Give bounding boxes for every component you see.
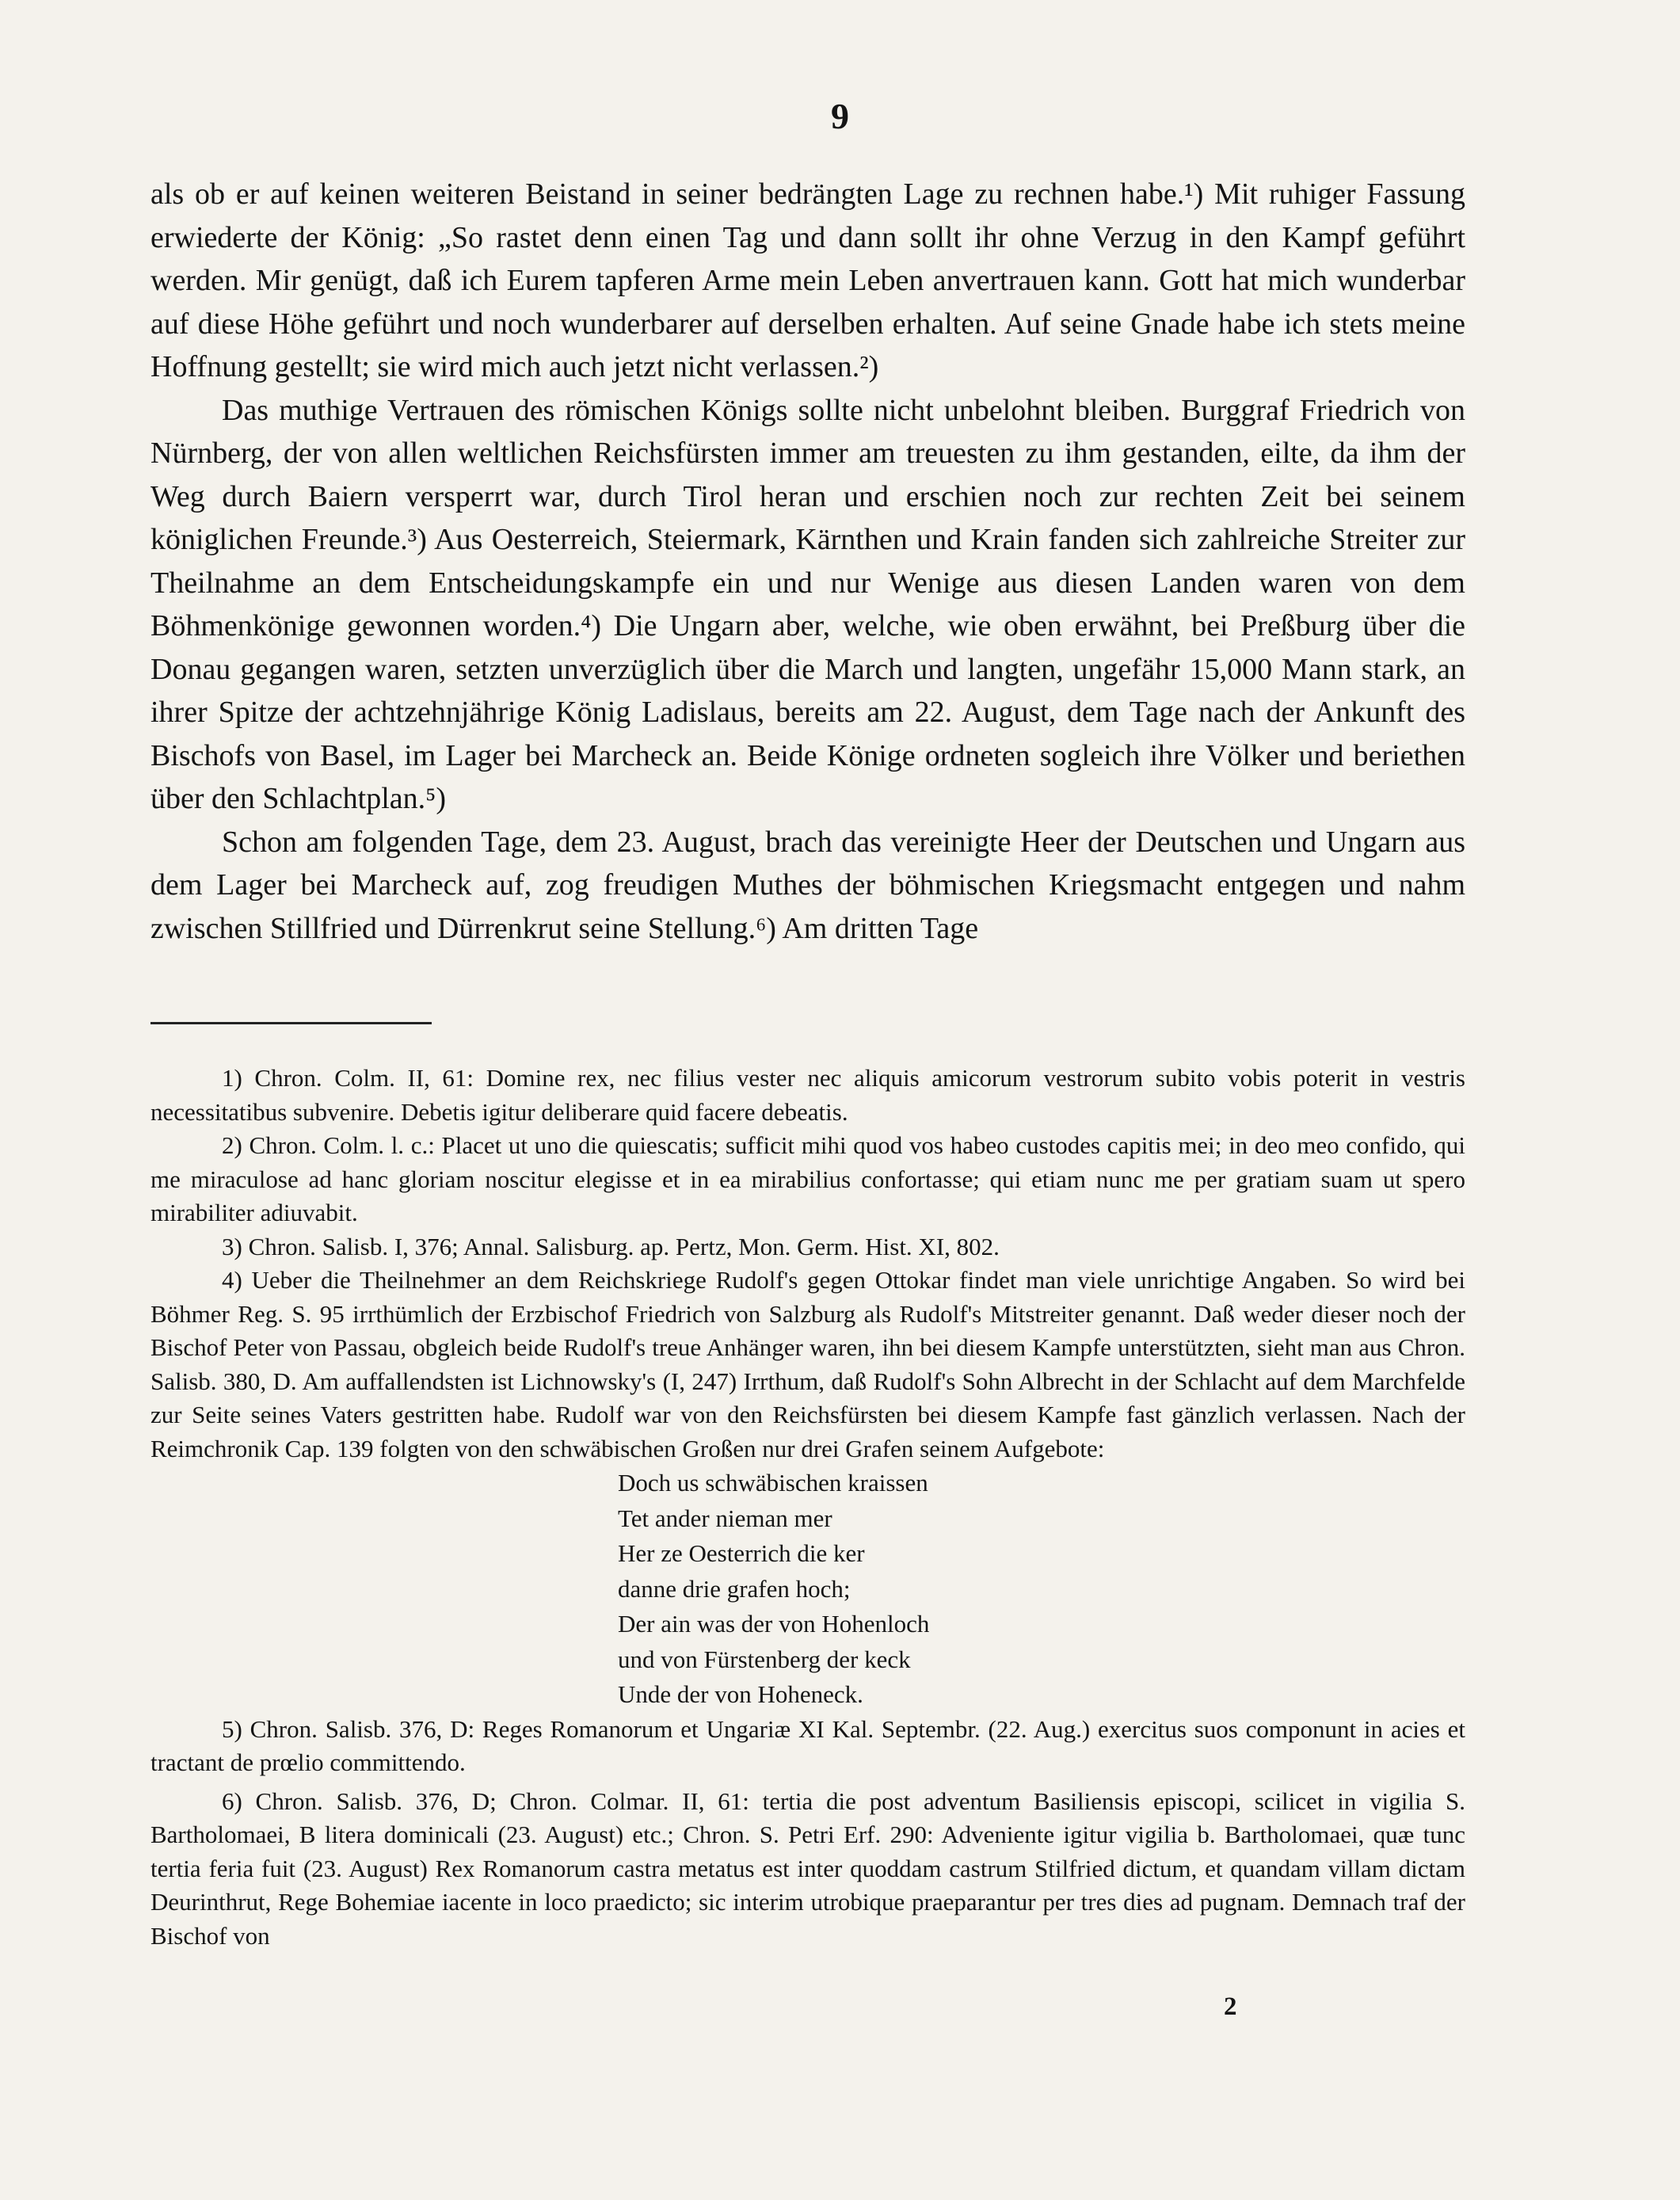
footnote-6: 6) Chron. Salisb. 376, D; Chron. Colmar. II, 61: tertia die post adventum Basiliensis episcopi, scilicet in vigilia S. Bartholomaei, B litera dominicali (23. August) etc.; Chron. S. Petri Erf. 290: Adveniente igitur vigilia b. Bartholomaei, quæ tunc tertia feria fuit (23. August) Rex Romanorum castra metatus est inter quoddam castrum Stilfried dictum, et quandam villam dictam Deurinthrut, Rege Bohemiae iacente in loco praedicto; sic interim utrobique praeparantur per tres dies ad pugnam. Demnach traf der Bischof von bbox=[150, 1786, 1465, 1950]
verse-line: Unde der von Hoheneck. bbox=[618, 1680, 863, 1708]
verse-line: und von Fürstenberg der keck bbox=[618, 1645, 911, 1673]
footnote-5: 5) Chron. Salisb. 376, D: Reges Romanorum et Ungariæ XI Kal. Septembr. (22. Aug.) exercitus suos componunt in acies et tractant de prœlio committendo. bbox=[150, 1714, 1465, 1776]
footnote-1: 1) Chron. Colm. II, 61: Domine rex, nec filius vester nec aliquis amicorum vestrorum subito vobis poterit in vestris necessitatibus subvenire. Debetis igitur deliberare quid facere debeatis. bbox=[150, 1064, 1465, 1126]
verse-line: Der ain was der von Hohenloch bbox=[618, 1610, 930, 1638]
footnote-4: 4) Ueber die Theilnehmer an dem Reichskriege Rudolf's gegen Ottokar findet man viele unrichtige Angaben. So wird bei Böhmer Reg. S. 95 irrthümlich der Erzbischof Friedrich von Salzburg als Rudolf's Mitstreiter genannt. Daß weder dieser noch der Bischof Peter von Passau, obgleich beide Rudolf's treue Anhänger waren, ihn bei diesem Kampfe unterstützten, sieht man aus Chron. Salisb. 380, D. Am auffallendsten ist Lichnowsky's (I, 247) Irrthum, daß Rudolf's Sohn Albrecht in der Schlacht auf dem Marchfelde zur Seite seines Vaters gestritten habe. Rudolf war von den Reichsfürsten bei diesem Kampfe fast gänzlich verlassen. Nach der Reimchronik Cap. 139 folgten von den schwäbischen Großen nur drei Grafen seinem Aufgebote: bbox=[150, 1266, 1465, 1462]
footnote-3: 3) Chron. Salisb. I, 376; Annal. Salisburg. ap. Pertz, Mon. Germ. Hist. XI, 802. bbox=[222, 1232, 1000, 1260]
footnote-rule bbox=[150, 1022, 432, 1024]
verse-line: Tet ander nieman mer bbox=[618, 1504, 832, 1532]
paragraph: als ob er auf keinen weiteren Beistand in seiner bedrängten Lage zu rechnen habe.¹) Mit ruhiger Fassung erwiederte der König: „So rastet denn einen Tag und dann sollt ihr ohne Verzug in den Kampf geführt werden. Mir genügt, daß ich Eurem tapferen Arme mein Leben anvertrauen kann. Gott hat mich wunderbar auf diese Höhe geführt und noch wunderbarer auf derselben erhalten. Auf seine Gnade habe ich stets meine Hoffnung gestellt; sie wird mich auch jetzt nicht verlassen.²) bbox=[150, 177, 1465, 383]
signature-mark: 2 bbox=[1224, 1992, 1237, 2021]
paragraph: Schon am folgenden Tage, dem 23. August, brach das vereinigte Heer der Deutschen und Ungarn aus dem Lager bei Marcheck auf, zog freudigen Muthes der böhmischen Kriegsmacht entgegen und nahm zwischen Stillfried und Dürrenkrut seine Stellung.⁶) Am dritten Tage bbox=[150, 825, 1465, 945]
verse-line: danne drie grafen hoch; bbox=[618, 1574, 851, 1603]
page-number: 9 bbox=[831, 96, 849, 136]
paragraph: Das muthige Vertrauen des römischen Königs sollte nicht unbelohnt bleiben. Burggraf Friedrich von Nürnberg, der von allen weltlichen Reichsfürsten immer am treuesten zu ihm gestanden, eilte, da ihm der Weg durch Baiern versperrt war, durch Tirol heran und erschien noch zur rechten Zeit bei seinem königlichen Freunde.³) Aus Oesterreich, Steiermark, Kärnthen und Krain fanden sich zahlreiche Streiter zur Theilnahme an dem Entscheidungskampfe ein und nur Wenige aus diesen Landen waren von dem Böhmenkönige gewonnen worden.⁴) Die Ungarn aber, welche, wie oben erwähnt, bei Preßburg über die Donau gegangen waren, setzten unverzüglich über die March und langten, ungefähr 15,000 Mann stark, an ihrer Spitze der achtzehnjährige König Ladislaus, bereits am 22. August, dem Tage nach der Ankunft des Bischofs von Basel, im Lager bei Marcheck an. Beide Könige ordneten sogleich ihre Völker und beriethen über den Schlachtplan.⁵) bbox=[150, 393, 1465, 815]
main-text bbox=[150, 173, 1465, 950]
footnote-2: 2) Chron. Colm. l. c.: Placet ut uno die quiescatis; sufficit mihi quod vos habeo custodes capitis mei; in deo meo confido, qui me miraculose ad hanc gloriam noscitur elegisse et in ea mirabilius confortasse; qui etiam nunc me per gratiam suam ut spero mirabiliter adiuvabit. bbox=[150, 1131, 1465, 1226]
verse-line: Her ze Oesterrich die ker bbox=[618, 1539, 865, 1567]
footnotes bbox=[150, 1062, 1465, 1953]
verse-line: Doch us schwäbischen kraissen bbox=[618, 1469, 928, 1497]
verse-quote bbox=[618, 1466, 1465, 1713]
